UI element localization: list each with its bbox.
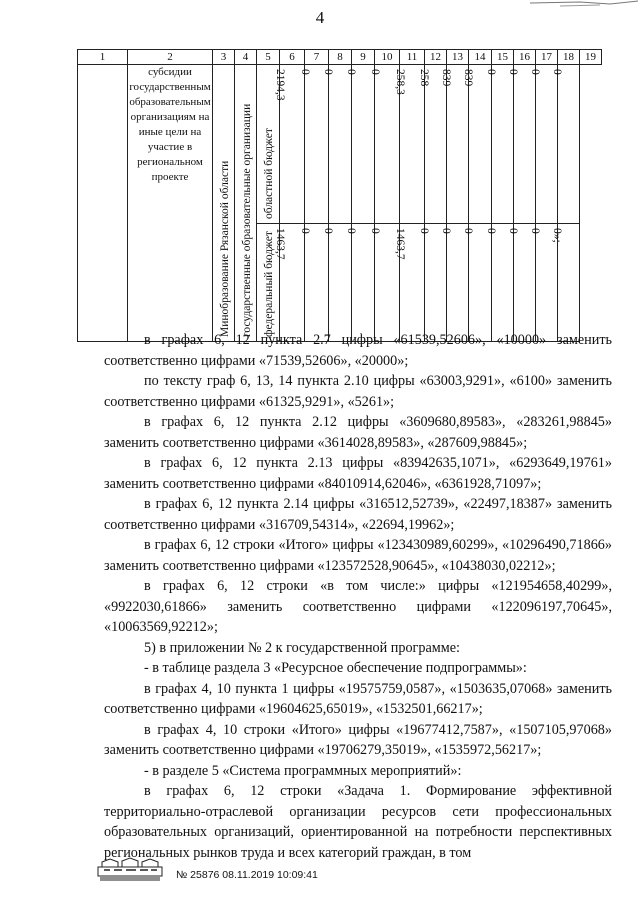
cell-value: 0 (528, 228, 541, 234)
cell-value: 0 (322, 228, 334, 234)
value-cell (439, 65, 469, 224)
header-cell: 1 (78, 50, 128, 65)
header-cell: 5 (257, 50, 280, 65)
value-cell (506, 65, 536, 224)
paragraph: - в таблице раздела 3 «Ресурсное обеспечение подпрограммы»: (144, 660, 527, 676)
cell-value: 1463,7 (274, 228, 286, 260)
value-cell (345, 65, 375, 224)
document-registration-id: № 25876 08.11.2019 10:09:41 (176, 869, 318, 881)
paragraph: в графах 6, 12 пункта 2.13 цифры «83942635,1071», «6293649,19761» заменить соответственно цифрами «84010914,62046», «6361928,71097»; (104, 455, 612, 492)
value-cell (417, 224, 447, 342)
value-cell (394, 224, 425, 342)
header-cell: 6 (280, 50, 305, 65)
header-cell: 9 (352, 50, 375, 65)
cell-value: 0 (506, 228, 519, 234)
page-number: 4 (315, 8, 325, 27)
cell-value: 258,3 (394, 69, 406, 95)
header-cell: 3 (213, 50, 235, 65)
cell-value: 0 (439, 228, 452, 234)
value-cell (417, 65, 447, 224)
cell-value: 2194,3 (274, 69, 286, 101)
cell-ministry: Минобразование Рязанской области (213, 65, 235, 342)
cell-value: 839 (439, 69, 452, 87)
value-cell (345, 224, 375, 342)
paragraph: в графах 6, 12 пункта 2.7 цифры «61539,52606», «10000» заменить соответственно цифрами «71539,52606», «20000»; (104, 332, 612, 369)
paragraph: в графах 6, 12 пункта 2.14 цифры «316512,52739», «22497,18387» заменить соответственно цифрами «316709,54314», «22694,19962»; (104, 496, 612, 533)
cell-organizations: государственные образовательные организации (235, 65, 257, 342)
paragraph: в графах 4, 10 строки «Итого» цифры «19677412,7587», «1507105,97068» заменить соответственно цифрами «19706279,35019», «1535972,56217»; (104, 721, 612, 758)
value-cell (274, 224, 305, 342)
paragraph: в графах 6, 12 строки «Задача 1. Формирование эффективной территориально-отраслевой организации ресурсов сети профессиональных образовательных организаций, ориентированной на потребности перспективных региональных рынков труда и всех категорий граждан, в том (104, 783, 612, 861)
registry-stamp-logo (96, 857, 164, 881)
cell-value: 0 (528, 69, 541, 75)
cell-value: 1463,7 (394, 228, 406, 260)
budget-table (77, 49, 602, 342)
paragraph: - в разделе 5 «Система программных мероприятий»: (144, 762, 462, 779)
header-cell: 13 (447, 50, 469, 65)
cell-value: 0 (484, 228, 497, 234)
paragraph: в графах 6, 12 строки «Итого» цифры «123430989,60299», «10296490,71866» заменить соответственно цифрами «123572528,90645», «10438030,02212»; (104, 537, 612, 574)
header-cell: 14 (469, 50, 492, 65)
cell-value: 0 (369, 228, 381, 234)
value-cell (322, 224, 352, 342)
header-cell: 7 (305, 50, 329, 65)
header-cell: 8 (329, 50, 352, 65)
cell-value: 0 (345, 69, 357, 75)
value-cell (506, 224, 536, 342)
header-cell: 2 (128, 50, 213, 65)
cell-value: 258 (417, 69, 430, 87)
cell-empty (78, 65, 128, 342)
header-cell: 15 (492, 50, 514, 65)
cell-value: 0 (484, 69, 497, 75)
table-row-regional (78, 65, 602, 224)
cell-value: 0 (369, 69, 381, 75)
paragraph: в графах 6, 12 пункта 2.12 цифры «3609680,89583», «283261,98845» заменить соответственно цифрами «3614028,89583», «287609,98845»; (104, 414, 612, 451)
cell-value: 0 (298, 228, 311, 234)
value-cell (298, 65, 329, 224)
value-cell (462, 224, 492, 342)
paragraph: в графах 6, 12 строки «в том числе:» цифры «121954658,40299», «9922030,61866» заменить соответственно цифрами «122096197,70645», «10063569,92212»; (104, 578, 612, 635)
value-cell (439, 224, 469, 342)
cell-description: субсидии государственным образовательным организациям на иные цели на участие в региональном проекте (128, 65, 213, 342)
header-cell: 17 (536, 50, 558, 65)
cell-source-regional: областной бюджет (257, 65, 280, 224)
value-cell (462, 65, 492, 224)
cell-value: 0 (298, 69, 311, 75)
amendments-text (104, 330, 612, 863)
value-cell (322, 65, 352, 224)
cell-value: 0 (550, 69, 563, 75)
cell-value: 0 (506, 69, 519, 75)
cell-value: 0 (345, 228, 357, 234)
cell-value: 839 (462, 69, 474, 87)
cell-value: 0 (417, 228, 430, 234)
value-cell (298, 224, 329, 342)
value-cell (274, 65, 305, 224)
header-cell: 18 (558, 50, 580, 65)
header-cell: 12 (425, 50, 447, 65)
header-cell: 19 (580, 50, 602, 65)
header-cell: 4 (235, 50, 257, 65)
paragraph: в графах 4, 10 пункта 1 цифры «19575759,0587», «1503635,07068» заменить соответственно цифрами «19604625,65019», «1532501,66217»; (104, 680, 612, 717)
table-header-row (78, 50, 602, 65)
cell-value: 0 (462, 228, 474, 234)
value-cell (528, 65, 558, 224)
header-cell: 16 (514, 50, 536, 65)
header-cell: 10 (375, 50, 400, 65)
value-cell (394, 65, 425, 224)
value-cell (484, 224, 514, 342)
paragraph: 5) в приложении № 2 к государственной программе: (144, 639, 460, 656)
cell-value: 0»; (550, 228, 563, 243)
value-cell (550, 65, 580, 224)
header-cell: 11 (400, 50, 425, 65)
value-cell (484, 65, 514, 224)
value-cell (550, 224, 580, 342)
cell-source-federal: федеральный бюджет (257, 224, 280, 342)
cell-value: 0 (322, 69, 334, 75)
paragraph: по тексту граф 6, 13, 14 пункта 2.10 цифры «63003,9291», «6100» заменить соответственно цифрами «61325,9291», «5261»; (104, 373, 612, 410)
